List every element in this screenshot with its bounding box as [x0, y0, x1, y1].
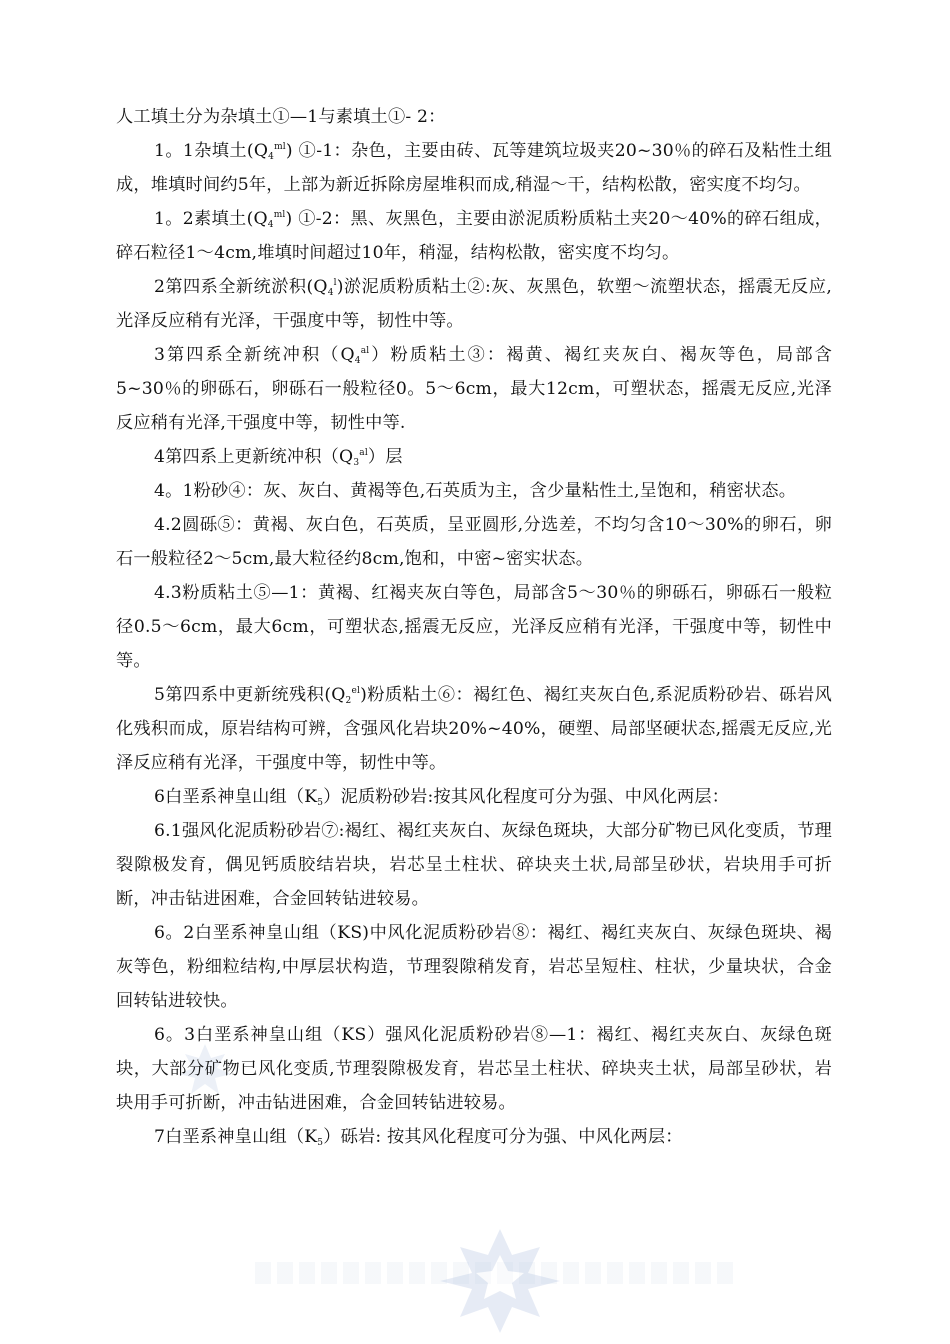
paragraph-1-1-miscellaneous-fill: 1。1杂填土$(Q_4^{ml})$ ①-1：杂色，主要由砖、瓦等建筑垃圾夹20~30％的碎石及粘性土组成，堆填时间约5年，上部为新近拆除房屋堆积而成,稍湿～干，结构松散，密实度不均匀。: [116, 141, 832, 195]
paragraph-6-2-moderately-weathered: 6。2白垩系神皇山组（KS)中风化泥质粉砂岩⑧：褐红、褐红夹灰白、灰绿色斑块、褐灰等色，粉细粒结构,中厚层状构造，节理裂隙稍发育，岩芯呈短柱、柱状，少量块状，合金回转钻进较快。: [116, 923, 832, 1011]
paragraph-4-3-silty-clay: 4.3粉质粘土⑤—1：黄褐、红褐夹灰白等色，局部含5～30％的卵砾石，卵砾石一般粒径0.5～6cm，最大6cm，可塑状态,摇震无反应，光泽反应稍有光泽，干强度中等，韧性中等。: [116, 583, 832, 671]
paragraph-3-alluvial-clay: 3第四系全新统冲积$(Q_4^{al})$粉质粘土③：褐黄、褐红夹灰白、褐灰等色，局部含5~30％的卵砾石，卵砾石一般粒径0。5～6cm，最大12cm，可塑状态，摇震无反应,光泽反应稍有光泽,干强度中等，韧性中等.: [116, 345, 832, 433]
paragraph-6-siltstone: 6白垩系神皇山组$(K_5)$泥质粉砂岩:按其风化程度可分为强、中风化两层：: [154, 787, 730, 808]
paragraph-7-conglomerate: 7白垩系神皇山组$(K_5)$砾岩: 按其风化程度可分为强、中风化两层：: [154, 1127, 683, 1148]
paragraph-1-2-plain-fill: 1。2素填土$(Q_4^{ml})$ ①-2：黑、灰黑色，主要由淤泥质粉质粘土夹20～40%的碎石组成，碎石粒径1～4cm,堆填时间超过10年，稍湿，结构松散，密实度不均匀。: [116, 209, 832, 263]
paragraph-4-upper-pleistocene: 4第四系上更新统冲积$(Q_3^{al})$层: [154, 447, 403, 468]
paragraph-6-3-strongly-weathered: 6。3白垩系神皇山组（KS）强风化泥质粉砂岩⑧—1：褐红、褐红夹灰白、灰绿色斑块，大部分矿物已风化变质,节理裂隙极发育，岩芯呈土柱状、碎块夹土状，局部呈砂状，岩块用手可折断，冲击钻进困难，合金回转钻进较易。: [116, 1025, 832, 1113]
paragraph-2-silty-clay: 2第四系全新统淤积$(Q_4^l)$淤泥质粉质粘土②:灰、灰黑色，软塑～流塑状态，摇震无反应,光泽反应稍有光泽，干强度中等，韧性中等。: [116, 277, 832, 331]
intro-paragraph: 人工填土分为杂填土①—1与素填土①- 2：: [116, 107, 446, 127]
document-body: [116, 100, 832, 1154]
paragraph-6-1-strongly-weathered: 6.1强风化泥质粉砂岩⑦:褐红、褐红夹灰白、灰绿色斑块，大部分矿物已风化变质，节理裂隙极发育，偶见钙质胶结岩块，岩芯呈土柱状、碎块夹土状,局部呈砂状，岩块用手可折断，冲击钻进困难，合金回转钻进较易。: [116, 821, 832, 909]
paragraph-5-residual-clay: 5第四系中更新统残积$(Q_2^{el})$粉质粘土⑥：褐红色、褐红夹灰白色,系泥质粉砂岩、砾岩风化残积而成，原岩结构可辨，含强风化岩块20%~40%，硬塑、局部坚硬状态,摇震无反应,光泽反应稍有光泽，干强度中等，韧性中等。: [116, 685, 832, 773]
paragraph-4-2-round-gravel: 4.2圆砾⑤：黄褐、灰白色，石英质，呈亚圆形,分选差，不均匀含10～30%的卵石，卵石一般粒径2～5cm,最大粒径约8cm,饱和，中密~密实状态。: [116, 515, 832, 569]
paragraph-4-1-silty-sand: 4。1粉砂④：灰、灰白、黄褐等色,石英质为主，含少量粘性土,呈饱和，稍密状态。: [154, 481, 797, 501]
watermark-text: [255, 1262, 735, 1284]
